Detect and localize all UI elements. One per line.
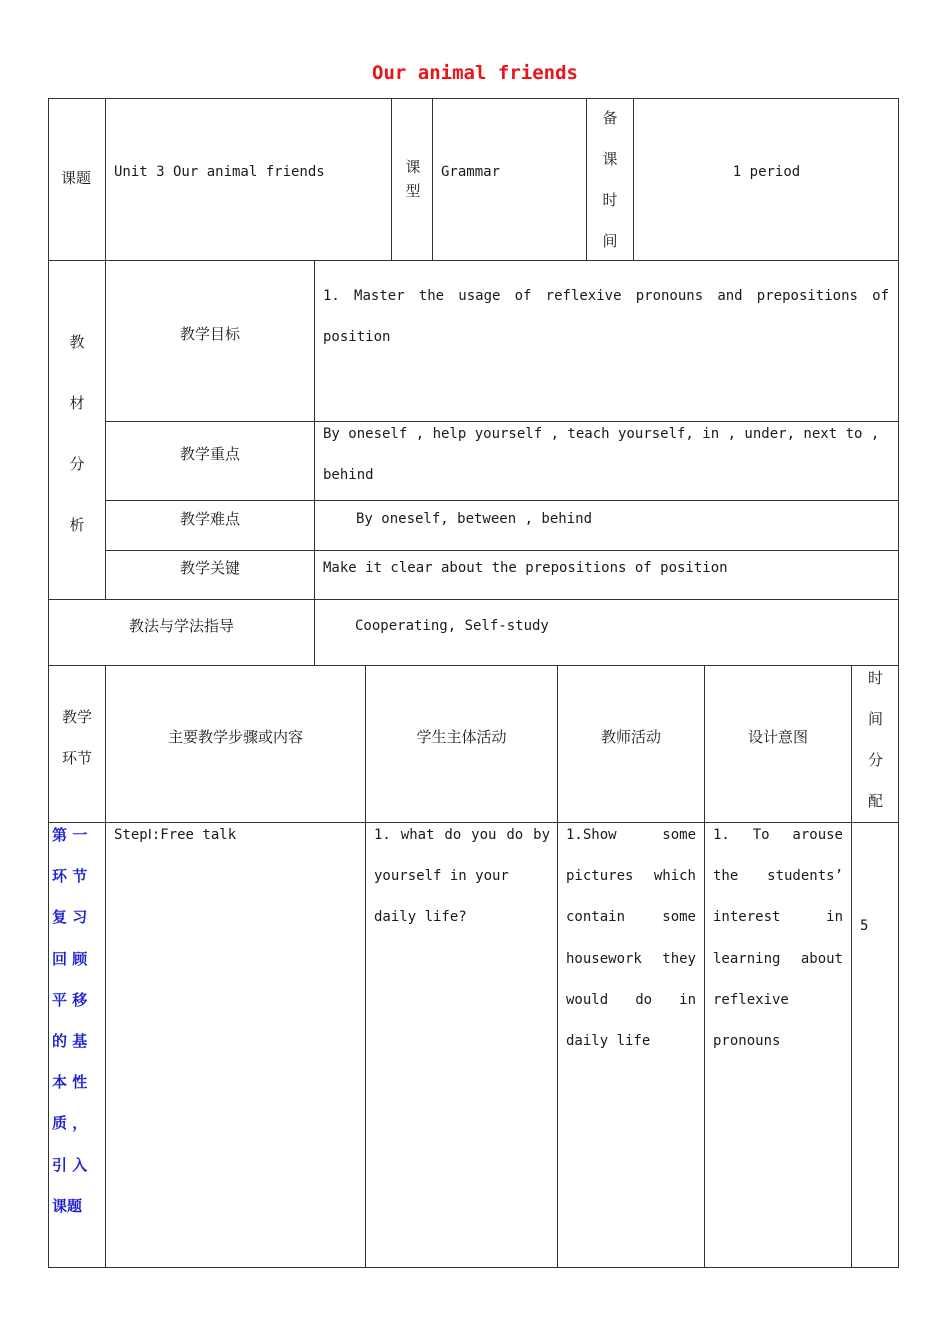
- objectives-line-2: position: [323, 329, 391, 345]
- difficulty-value: By oneself, between , behind: [356, 511, 593, 527]
- key-points-line-2: behind: [323, 467, 374, 483]
- key-points-line-1: By oneself , help yourself , teach yourself, in , under, next to ,: [323, 426, 880, 442]
- material-analysis-label: 教 材 分 析: [69, 333, 85, 534]
- type-label: 课 型: [405, 158, 421, 200]
- section-header: 教学 环节: [61, 708, 92, 767]
- objectives-label: 教学目标: [179, 325, 240, 343]
- step-section-label: 第 一 环 节 复 习 回 顾 平 移 的 基 本 性 质 ， 引 入 课题: [52, 826, 88, 1215]
- teacher-activity: 1.Show some pictures which contain some housework they would do in daily life: [566, 827, 696, 1050]
- prep-time-label: 备 课 时 间: [602, 109, 618, 250]
- step-content: StepⅠ:Free talk: [114, 827, 237, 843]
- topic-value: Unit 3 Our animal friends: [114, 164, 325, 180]
- student-activity-header: 学生主体活动: [416, 728, 507, 746]
- crux-label: 教学关键: [179, 559, 240, 577]
- time-allocation-header: 时 间 分 配: [867, 669, 883, 810]
- crux-value: Make it clear about the prepositions of position: [323, 560, 728, 576]
- design-intent: 1. To arouse the students’ interest in learning about reflexive pronouns: [713, 827, 843, 1050]
- design-intent-header: 设计意图: [747, 728, 808, 746]
- step-minutes: 5: [860, 918, 869, 934]
- topic-label: 课题: [61, 169, 92, 187]
- objectives-line-1: 1. Master the usage of reflexive pronouns and prepositions of: [323, 288, 889, 304]
- student-activity: 1. what do you do by yourself in your daily life?: [374, 827, 550, 926]
- difficulty-label: 教学难点: [179, 510, 240, 528]
- content-header: 主要教学步骤或内容: [167, 728, 303, 746]
- method-label: 教法与学法指导: [128, 617, 234, 635]
- teacher-activity-header: 教师活动: [600, 728, 661, 746]
- prep-time-value: 1 period: [732, 164, 801, 180]
- key-points-label: 教学重点: [179, 445, 240, 463]
- document-title: Our animal friends: [372, 62, 578, 84]
- type-value: Grammar: [441, 164, 501, 180]
- method-value: Cooperating, Self-study: [355, 618, 549, 634]
